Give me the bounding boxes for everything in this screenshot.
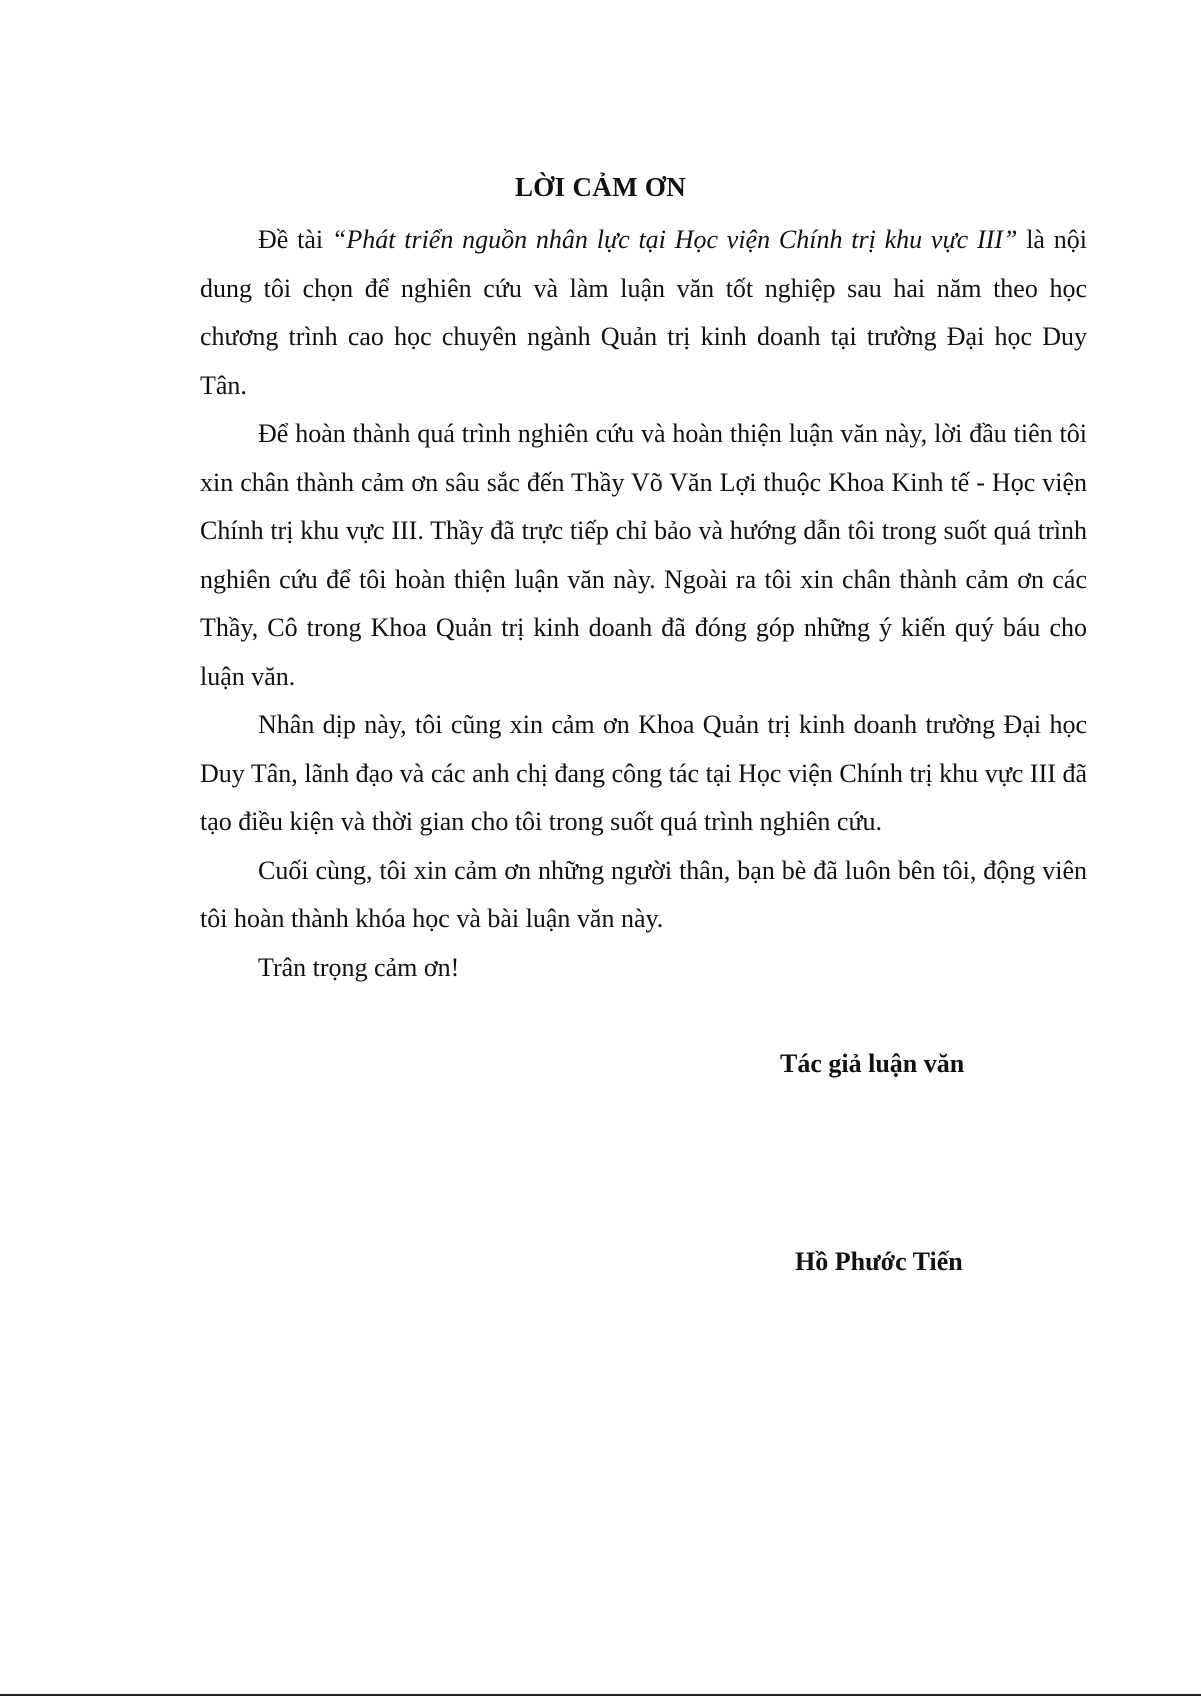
signature-role: Tác giả luận văn [780, 1049, 965, 1078]
paragraph-topic [200, 216, 1087, 410]
page-title: LỜI CẢM ƠN [515, 172, 686, 202]
paragraph-thanks-supervisor: Để hoàn thành quá trình nghiên cứu và hoàn thiện luận văn này, lời đầu tiên tôi xin chân thành cảm ơn sâu sắc đến Thầy Võ Văn Lợi thuộc Khoa Kinh tế - Học viện Chính trị khu vực III. Thầy đã trực tiếp chỉ bảo và hướng dẫn tôi trong suốt quá trình nghiên cứu để tôi hoàn thiện luận văn này. Ngoài ra tôi xin chân thành cảm ơn các Thầy, Cô trong Khoa Quản trị kinh doanh đã đóng góp những ý kiến quý báu cho luận văn. [200, 419, 1087, 691]
page-bottom-border [0, 1694, 1201, 1696]
document-body [200, 216, 1087, 992]
paragraph-thanks-family: Cuối cùng, tôi xin cảm ơn những người thân, bạn bè đã luôn bên tôi, động viên tôi hoàn thành khóa học và bài luận văn này. [200, 855, 1087, 933]
signature-name: Hồ Phước Tiến [795, 1247, 963, 1276]
paragraph-topic-lead: Đề tài [258, 225, 332, 254]
paragraph-topic-rest: là nội dung tôi chọn để nghiên cứu và làm luận văn tốt nghiệp sau hai năm theo học chương trình cao học chuyên ngành Quản trị kinh doanh tại trường Đại học Duy Tân. [200, 225, 1087, 400]
paragraph-closing: Trân trọng cảm ơn! [258, 952, 460, 982]
paragraph-thanks-faculty: Nhân dịp này, tôi cũng xin cảm ơn Khoa Quản trị kinh doanh trường Đại học Duy Tân, lãnh đạo và các anh chị đang công tác tại Học viện Chính trị khu vực III đã tạo điều kiện và thời gian cho tôi trong suốt quá trình nghiên cứu. [200, 710, 1087, 836]
thesis-topic-title: “Phát triển nguồn nhân lực tại Học viện Chính trị khu vực III” [331, 225, 1018, 254]
